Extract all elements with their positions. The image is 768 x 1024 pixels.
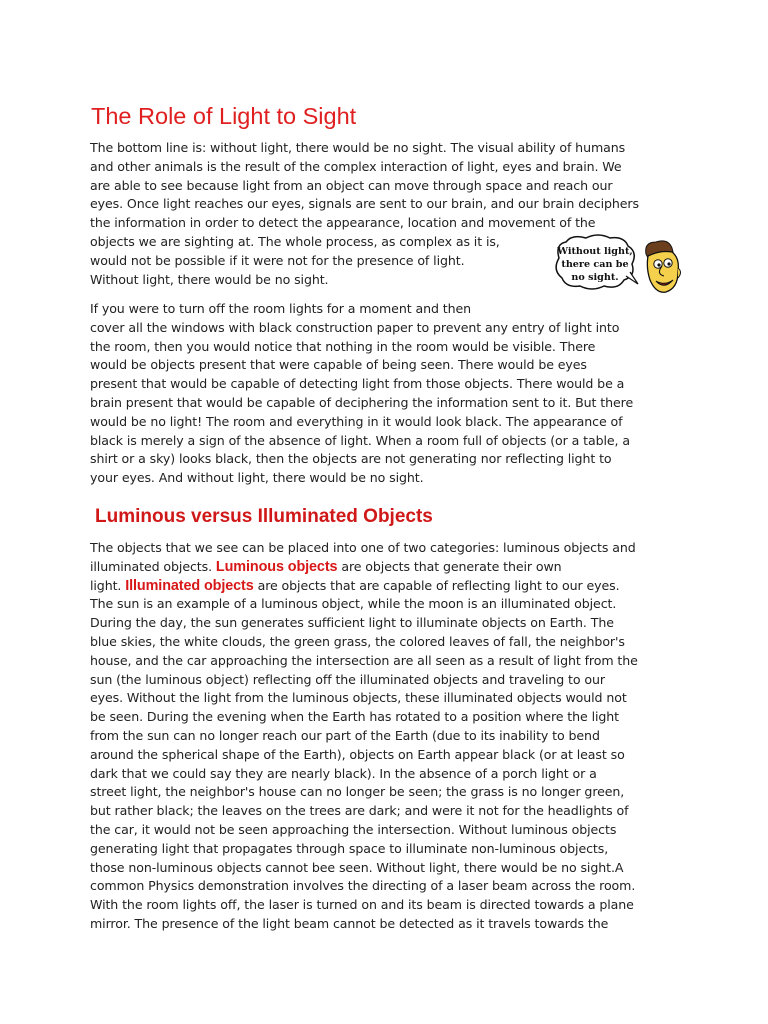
text-line — [90, 727, 638, 746]
text-line: would be no light! The room and everything in it would look black. The appearance of — [90, 413, 623, 429]
text-run: but rather black; the leaves on the trees are dark; and were it not for the headlights of — [90, 803, 629, 819]
text-line: present that would be capable of detecting light from those objects. There would be a — [90, 376, 625, 392]
text-line: If you were to turn off the room lights for a moment and then — [90, 301, 472, 316]
text-run: common Physics demonstration involves the directing of a laser beam across the room. — [90, 878, 636, 894]
bubble-line: no sight. — [571, 272, 619, 283]
page-title: The Role of Light to Sight — [91, 103, 357, 129]
text-run: illuminated objects. — [90, 558, 216, 574]
text-run: house, and the car approaching the intersection are all seen as a result of light from the — [90, 652, 638, 668]
text-run: are objects that are capable of reflecting light to our eyes. — [253, 577, 620, 593]
text-line — [90, 859, 638, 878]
text-run: are objects that generate their own — [337, 558, 562, 574]
text-run: around the spherical shape of the Earth), objects on Earth appear black (or at least so — [90, 746, 625, 762]
text-run: those non-luminous objects cannot bee seen. Without light, there would be no sight.A — [90, 859, 624, 875]
text-line — [90, 652, 638, 671]
text-line — [90, 633, 638, 652]
text-line — [90, 915, 638, 934]
key-term: Illuminated objects — [125, 577, 254, 594]
text-line: eyes. Once light reaches our eyes, signals are sent to our brain, and our brain deciphers — [90, 196, 639, 212]
text-run: During the day, the sun generates sufficient light to illuminate objects on Earth. The — [90, 615, 614, 631]
text-line — [90, 539, 638, 558]
bubble-line: there can be — [561, 259, 629, 270]
text-line: the room, then you would notice that nothing in the room would be visible. There — [90, 338, 596, 354]
text-line — [90, 595, 638, 614]
text-run: light. — [90, 577, 126, 593]
text-line: the information in order to detect the appearance, location and movement of the — [90, 215, 596, 231]
key-term: Luminous objects — [215, 558, 338, 575]
text-line: and other animals is the result of the complex interaction of light, eyes and brain. We — [90, 158, 622, 174]
text-run: dark that we could say they are nearly black). In the absence of a porch light or a — [90, 765, 597, 781]
text-run: sun (the luminous object) reflecting off the illuminated objects and traveling to our — [90, 671, 605, 687]
section-heading: Luminous versus Illuminated Objects — [95, 506, 433, 527]
text-run: generating light that propagates through space to illuminate non-luminous objects, — [90, 840, 609, 856]
text-line — [90, 821, 638, 840]
text-run: The objects that we see can be placed into one of two categories: luminous objects and — [90, 540, 636, 555]
text-line: are able to see because light from an object can move through space and reach our — [90, 177, 613, 193]
text-line: brain present that would be capable of deciphering the information sent to it. But there — [90, 394, 634, 410]
text-line — [90, 746, 638, 765]
text-line — [90, 614, 638, 633]
bubble-line: Without light, — [557, 246, 633, 257]
cartoon-face — [646, 241, 681, 292]
text-line: your eyes. And without light, there would be no sight. — [90, 470, 424, 486]
text-line — [90, 896, 638, 915]
room-paragraph — [90, 300, 633, 488]
text-run: mirror. The presence of the light beam cannot be detected as it travels towards the — [90, 915, 609, 931]
text-line: objects we are sighting at. The whole process, as complex as it is, — [90, 233, 500, 249]
text-line: black is merely a sign of the absence of light. When a room full of objects (or a table, a — [90, 432, 630, 448]
text-line — [90, 671, 638, 690]
text-line — [90, 783, 638, 802]
text-run: eyes. Without the light from the luminous objects, these illuminated objects would not — [90, 690, 627, 706]
text-run: from the sun can no longer reach our part of the Earth (due to its inability to bend — [90, 727, 600, 743]
text-line — [90, 877, 638, 896]
text-line — [90, 765, 638, 784]
text-line — [90, 577, 638, 596]
text-line — [90, 558, 638, 577]
objects-paragraph — [90, 539, 638, 934]
text-run: the car, it would not be seen approaching the intersection. Without luminous objects — [90, 821, 617, 837]
text-line: would not be possible if it were not for the presence of light. — [90, 252, 465, 268]
text-line: Without light, there would be no sight. — [90, 271, 329, 287]
text-line: The bottom line is: without light, there would be no sight. The visual ability of humans — [90, 140, 626, 155]
text-line: shirt or a sky) looks black, then the objects are not generating nor reflecting light to — [90, 451, 612, 467]
text-line — [90, 802, 638, 821]
text-line: cover all the windows with black construction paper to prevent any entry of light into — [90, 319, 620, 335]
text-run: street light, the neighbor's house can no longer be seen; the grass is no longer green, — [90, 784, 625, 800]
text-run: blue skies, the white clouds, the green grass, the colored leaves of fall, the neighbor's — [90, 633, 625, 649]
text-line — [90, 840, 638, 859]
text-line: would be objects present that were capable of being seen. There would be eyes — [90, 357, 587, 373]
text-run: The sun is an example of a luminous object, while the moon is an illuminated object. — [90, 596, 617, 612]
text-line — [90, 708, 638, 727]
text-run: With the room lights off, the laser is turned on and its beam is directed towards a plane — [90, 897, 634, 913]
text-line — [90, 689, 638, 708]
text-run: be seen. During the evening when the Earth has rotated to a position where the light — [90, 709, 619, 725]
